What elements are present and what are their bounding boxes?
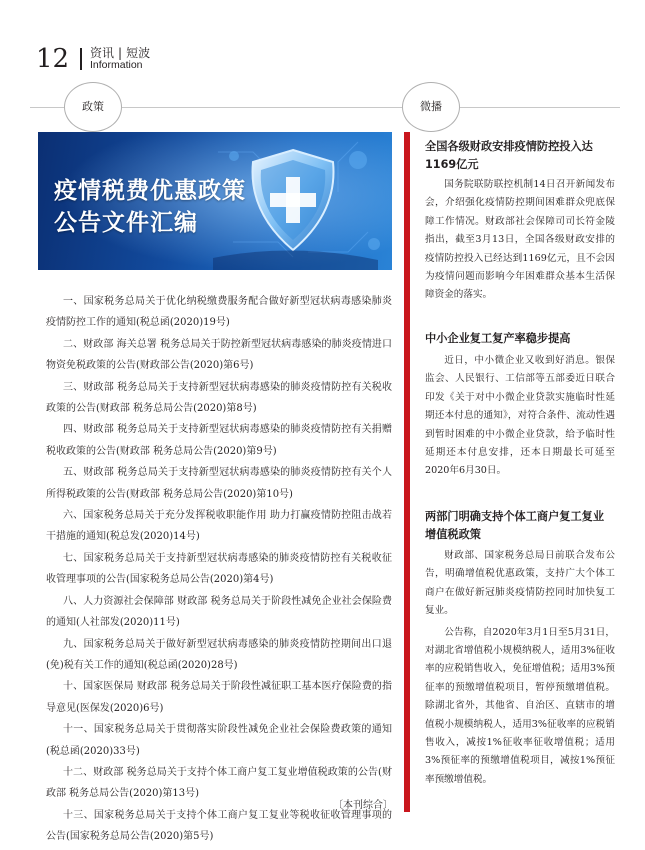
- banner-image: [38, 132, 392, 270]
- section-title-en: Information: [90, 59, 143, 71]
- article-title: 中小企业复工复产率稳步提高: [425, 332, 571, 345]
- list-item: 五、财政部 税务总局关于支持新型冠状病毒感染的肺炎疫情防控有关个人所得税政策的公告(财政部 税务总局公告(2020)第10号): [46, 467, 392, 500]
- rule-left-start: [30, 107, 64, 108]
- list-item: 十一、国家税务总局关于贯彻落实阶段性减免企业社会保险费政策的通知(税总函(2020)33号): [46, 724, 392, 757]
- section-name: 资讯: [90, 46, 115, 60]
- section-badge-policy: 政策: [64, 82, 122, 132]
- list-item: 六、国家税务总局关于充分发挥税收职能作用 助力打赢疫情防控阻击战若干措施的通知(税总发(2020)14号): [46, 510, 392, 543]
- list-item: 一、国家税务总局关于优化纳税缴费服务配合做好新型冠状病毒感染肺炎疫情防控工作的通知(税总函(2020)19号): [46, 296, 392, 329]
- section-subname: 短波: [126, 46, 151, 60]
- page-number: 12: [36, 44, 70, 74]
- article-paragraph: 财政部、国家税务总局日前联合发布公告，明确增值税优惠政策，支持广大个体工商户在做好新冠肺炎疫情防控同时加快复工复业。: [425, 550, 615, 617]
- rule-left-end: [122, 107, 394, 108]
- list-item: 十二、财政部 税务总局关于支持个体工商户复工复业增值税政策的公告(财政部 税务总局公告(2020)第13号): [46, 766, 392, 800]
- list-item: 八、人力资源社会保障部 财政部 税务总局关于阶段性减免企业社会保险费的通知(人社部发(2020)11号): [46, 595, 392, 629]
- rule-right-end: [460, 107, 620, 108]
- banner-title-line1: 疫情税费优惠政策: [54, 178, 246, 204]
- article-title: 全国各级财政安排疫情防控投入达1169亿元: [425, 140, 593, 171]
- list-item: 十、国家医保局 财政部 税务总局关于阶段性减征职工基本医疗保险费的指导意见(医保发(2020)6号): [46, 681, 392, 714]
- column-divider: [404, 132, 410, 812]
- list-item: 三、财政部 税务总局关于支持新型冠状病毒感染的肺炎疫情防控有关税收政策的公告(财政部 税务总局公告(2020)第8号): [46, 381, 392, 415]
- list-item: 四、财政部 税务总局关于支持新型冠状病毒感染的肺炎疫情防控有关捐赠税收政策的公告(财政部 税务总局公告(2020)第9号): [46, 424, 392, 457]
- section-badge-microcast: 微播: [402, 82, 460, 132]
- article-1: [425, 138, 615, 305]
- list-item: 九、国家税务总局关于做好新型冠状病毒感染的肺炎疫情防控期间出口退(免)税有关工作的通知(税总函(2020)28号): [46, 638, 392, 671]
- list-item: 十三、国家税务总局关于支持个体工商户复工复业等税收征收管理事项的公告(国家税务总局公告(2020)第5号): [46, 809, 392, 843]
- article-paragraph: 公告称，自2020年3月1日至5月31日，对湖北省增值税小规模纳税人，适用3%征收率的应税销售收入，免征增值税；适用3%预征率的预缴增值税项目，暂停预缴增值税。除湖北省外，其他省、自治区、直辖市的增值税小规模纳税人，适用3%征收率的应税销售收入，减按1%征收率征收增值税；适用3%预征率的预缴增值税项目，减按1%预征率预缴增值税。: [425, 626, 615, 785]
- policy-list: [46, 291, 392, 848]
- article-title: 两部门明确支持个体工商户复工复业增值税政策: [425, 510, 605, 541]
- article-3: [425, 508, 615, 789]
- banner-title-line2: 公告文件汇编: [54, 210, 198, 236]
- source-signoff: 〔本刊综合〕: [333, 800, 393, 811]
- rule-right-start: [394, 107, 402, 108]
- list-item: 二、财政部 海关总署 税务总局关于防控新型冠状病毒感染的肺炎疫情进口物资免税政策的公告(财政部公告(2020)第6号): [46, 338, 392, 372]
- header-divider: [80, 48, 82, 70]
- article-paragraph: 国务院联防联控机制14日召开新闻发布会，介绍强化疫情防控期间困难群众兜底保障工作情况。财政部社会保障司司长符金陵指出，截至3月13日，全国各级财政安排的疫情防控投入已经达到1169亿元，且不会因为疫情问题而影响今年困难群众基本生活保障资金的落实。: [425, 179, 615, 301]
- list-item: 七、国家税务总局关于支持新型冠状病毒感染的肺炎疫情防控有关税收征收管理事项的公告(国家税务总局公告(2020)第4号): [46, 552, 392, 586]
- article-paragraph: 近日，中小微企业又收到好消息。银保监会、人民银行、工信部等五部委近日联合印发《关于对中小微企业贷款实施临时性延期还本付息的通知》，对符合条件、流动性遇到暂时困难的中小微企业贷款，给予临时性延期还本付息安排，还本日期最长可延至2020年6月30日。: [425, 355, 615, 477]
- article-2: [425, 330, 615, 481]
- section-divider: |: [118, 46, 123, 60]
